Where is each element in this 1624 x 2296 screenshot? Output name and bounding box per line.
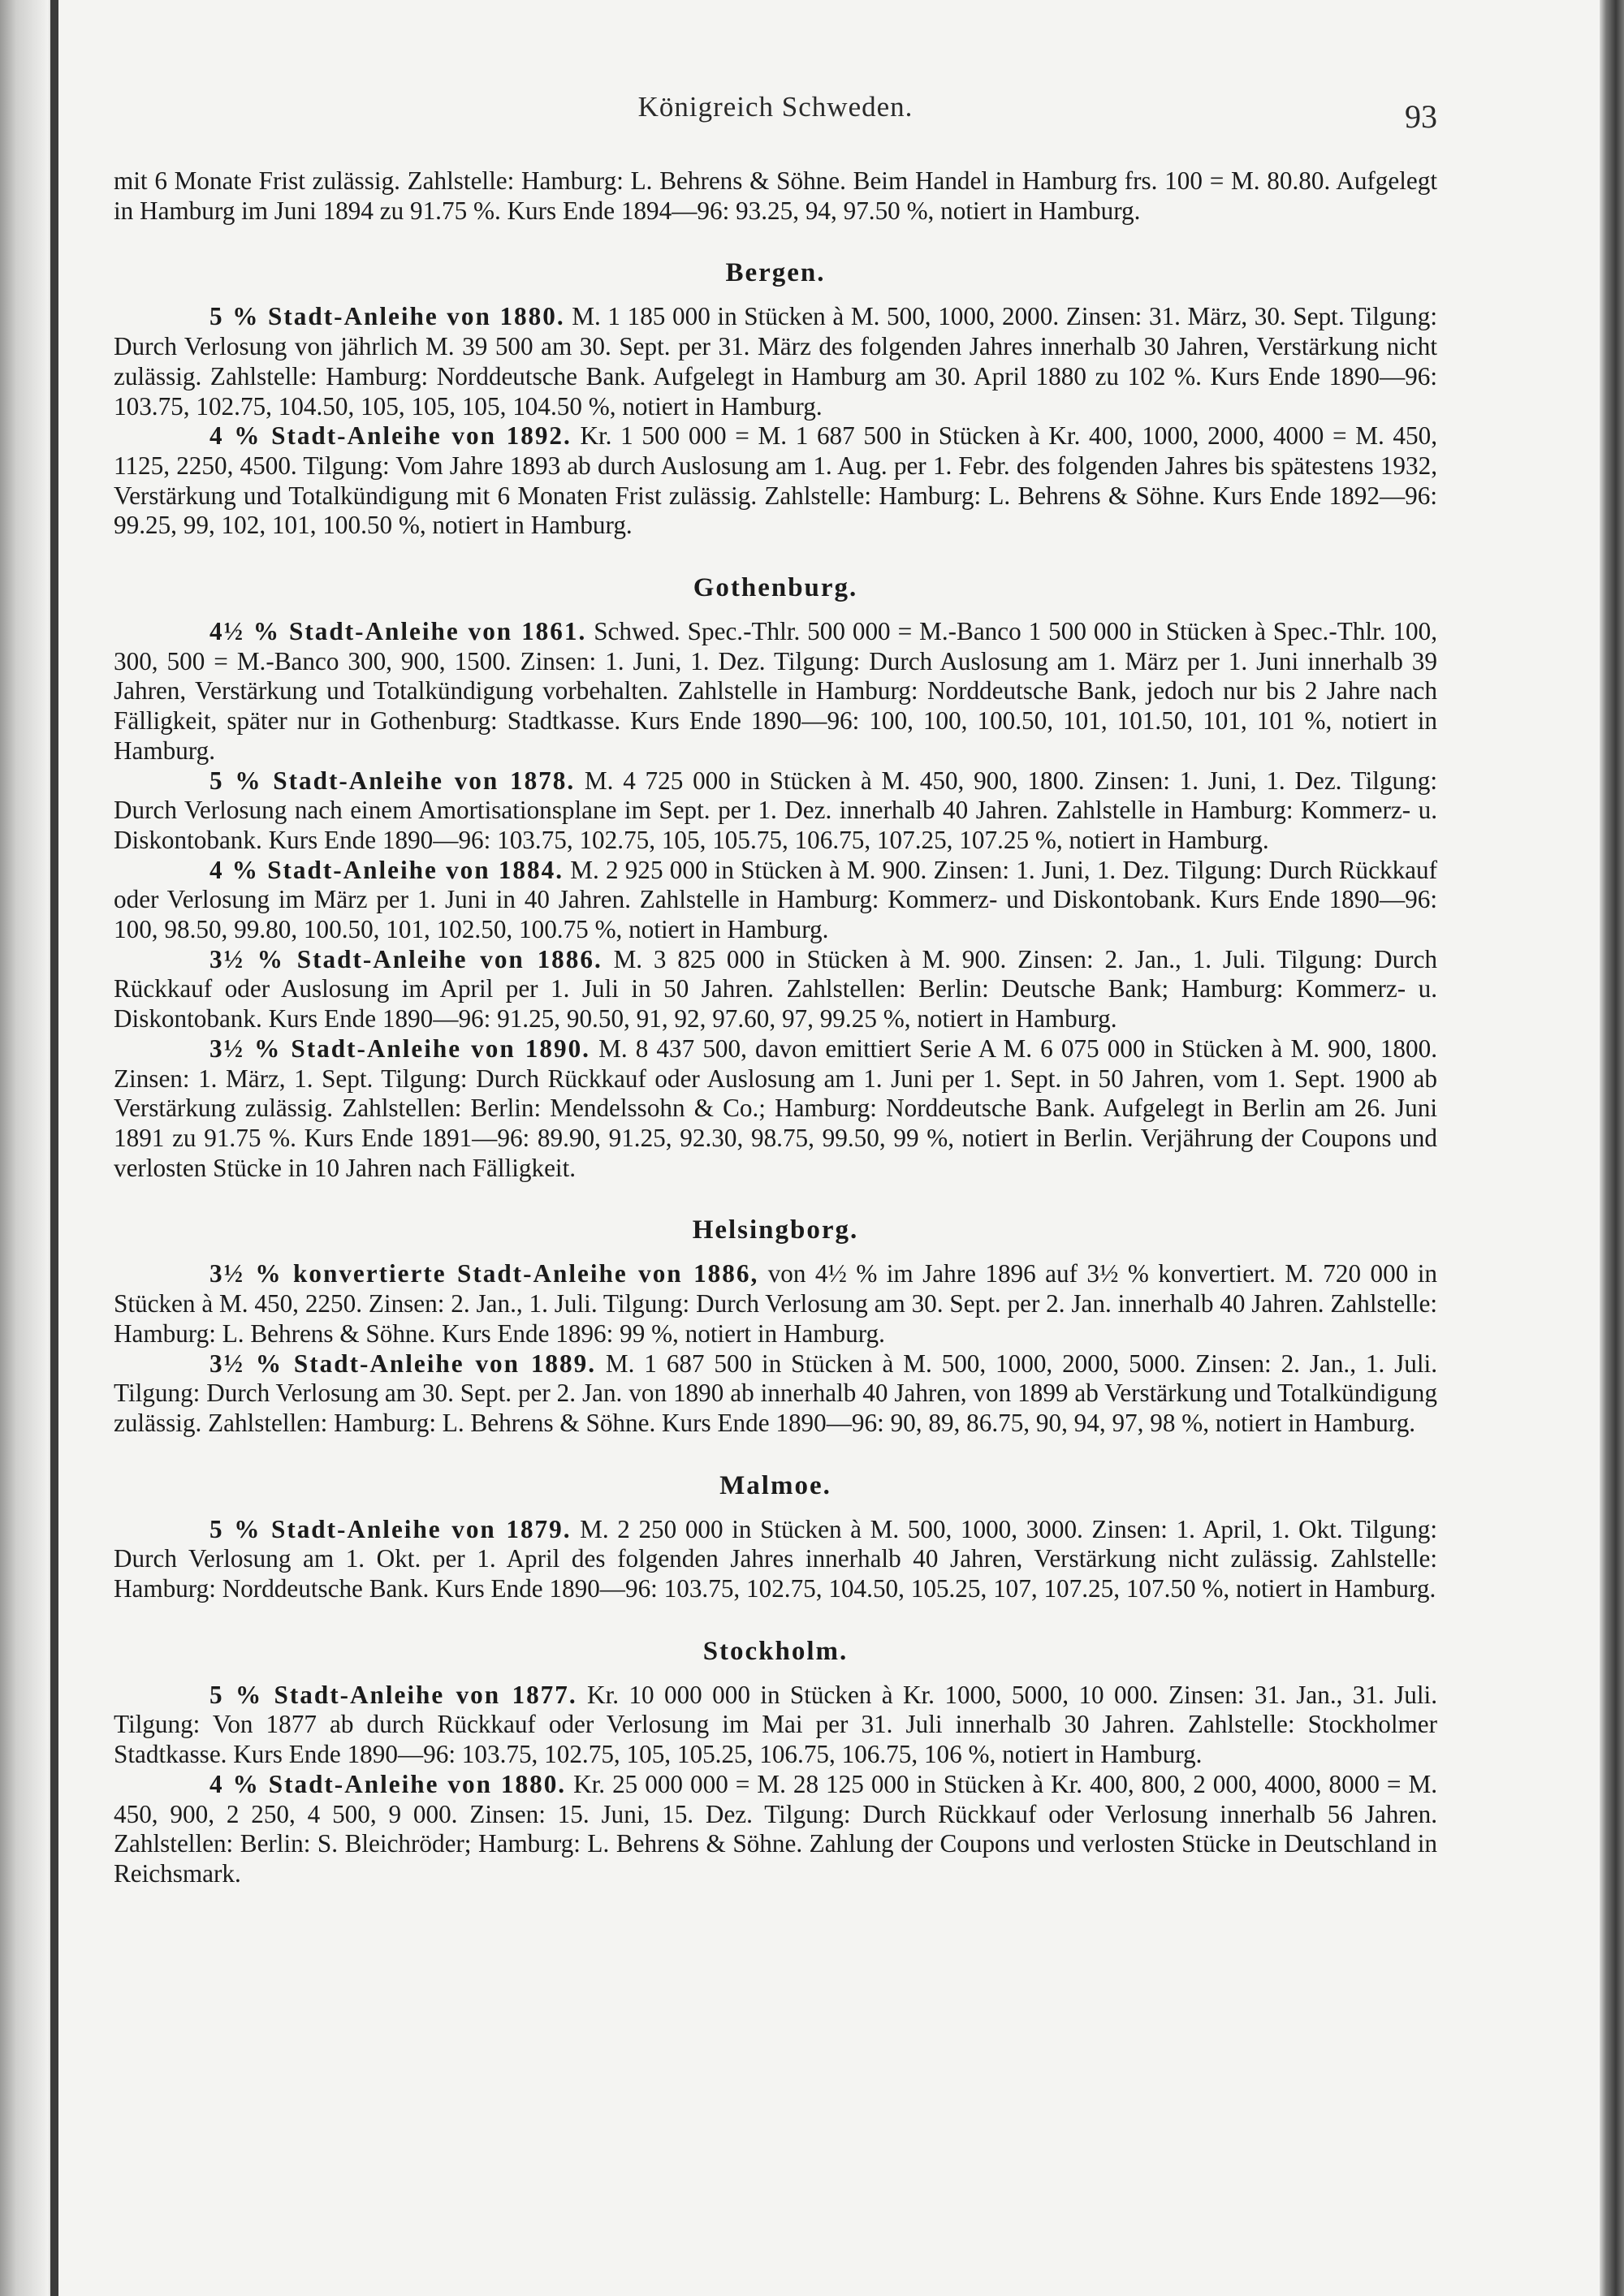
loan-entry	[114, 1259, 1437, 1349]
city-heading-helsingborg: Helsingborg.	[692, 1215, 859, 1245]
loan-title: 4 % Stadt-Anleihe von 1892.	[209, 421, 572, 451]
binding-gutter	[50, 0, 58, 2296]
loan-title: 5 % Stadt-Anleihe von 1880.	[209, 302, 565, 331]
city-heading-stockholm: Stockholm.	[702, 1636, 849, 1666]
loan-title: 3½ % Stadt-Anleihe von 1886.	[209, 944, 603, 973]
loan-entry	[114, 1034, 1437, 1184]
loan-text: M. 2 925 000 in Stücken à M. 900. Zinsen: 1. Juni, 1. Dez. Tilgung: Durch Rückkauf oder Verlosung im März per 1. Juni in 40 Jahren. Zahlstelle in Hamburg: Kommerz- und Diskontobank. Kurs Ende 1890—96: 100, 98.50, 99.80, 100.50, 101, 102.50, 100.75 %, notiert in Hamburg.	[114, 855, 1437, 944]
loan-entry	[114, 1770, 1437, 1889]
loan-title: 4½ % Stadt-Anleihe von 1861.	[209, 617, 587, 646]
loan-title: 5 % Stadt-Anleihe von 1878.	[209, 766, 576, 795]
loan-text: Kr. 10 000 000 in Stücken à Kr. 1000, 5000, 10 000. Zinsen: 31. Jan., 31. Juli. Tilgung: Von 1877 ab durch Rückkauf oder Verlosung im Mai per 31. Juli innerhalb 30 Jahren. Zahlstelle: Stockholmer Stadtkasse. Kurs Ende 1890—96: 103.75, 102.75, 105, 105.25, 106.75, 106.75, 106 %, notiert in Hamburg.	[114, 1680, 1438, 1769]
loan-entry	[114, 945, 1437, 1034]
loan-text: M. 1 687 500 in Stücken à M. 500, 1000, 2000, 5000. Zinsen: 2. Jan., 1. Juli. Tilgung: Durch Verlosung am 30. Sept. per 2. Jan. von 1890 ab innerhalb 40 Jahren, von 1899 ab Verstärkung und Totalkündigung zulässig. Zahlstellen: Hamburg: L. Behrens & Söhne. Kurs Ende 1890—96: 90, 89, 86.75, 90, 94, 97, 98 %, notiert in Hamburg.	[114, 1349, 1437, 1437]
loan-title: 4 % Stadt-Anleihe von 1884.	[209, 855, 564, 884]
page-number: 93	[1405, 98, 1437, 135]
page-body	[114, 166, 1437, 1889]
city-heading-bergen: Bergen.	[725, 258, 826, 288]
loan-text: M. 4 725 000 in Stücken à M. 450, 900, 1800. Zinsen: 1. Juni, 1. Dez. Tilgung: Durch Verlosung nach einem Amortisationsplane im Sept. per 1. Dez. innerhalb 40 Jahren. Zahlstelle in Hamburg: Kommerz- u. Diskontobank. Kurs Ende 1890—96: 103.75, 102.75, 105, 105.75, 106.75, 107.25, 107.25 %, notiert in Hamburg.	[114, 766, 1437, 854]
loan-text: M. 2 250 000 in Stücken à M. 500, 1000, 3000. Zinsen: 1. April, 1. Okt. Tilgung: Durch Verlosung am 1. Okt. per 1. April des folgenden Jahres innerhalb 40 Jahren, Verstärkung nicht zulässig. Zahlstelle: Hamburg: Norddeutsche Bank. Kurs Ende 1890—96: 103.75, 102.75, 104.50, 105.25, 107, 107.25, 107.50 %, notiert in Hamburg.	[114, 1514, 1437, 1603]
intro-paragraph: mit 6 Monate Frist zulässig. Zahlstelle: Hamburg: L. Behrens & Söhne. Beim Handel in Hamburg frs. 100 = M. 80.80. Aufgelegt in Hamburg im Juni 1894 zu 91.75 %. Kurs Ende 1894—96: 93.25, 94, 97.50 %, notiert in Hamburg.	[114, 166, 1437, 225]
loan-entry	[114, 1349, 1437, 1439]
loan-title: 3½ % Stadt-Anleihe von 1889.	[209, 1349, 597, 1378]
loan-entry	[114, 1515, 1437, 1604]
scan-right-edge	[1600, 0, 1624, 2296]
city-heading-gothenburg: Gothenburg.	[693, 573, 858, 603]
loan-text: M. 1 185 000 in Stücken à M. 500, 1000, 2000. Zinsen: 31. März, 30. Sept. Tilgung: Durch Verlosung von jährlich M. 39 500 am 30. Sept. per 31. März des folgenden Jahres innerhalb 30 Jahren, Verstärkung nicht zulässig. Zahlstelle: Hamburg: Norddeutsche Bank. Aufgelegt in Hamburg am 30. April 1880 zu 102 %. Kurs Ende 1890—96: 103.75, 102.75, 104.50, 105, 105, 105, 104.50 %, notiert in Hamburg.	[114, 302, 1438, 421]
loan-title: 5 % Stadt-Anleihe von 1879.	[209, 1514, 572, 1543]
loan-entry	[114, 1681, 1437, 1770]
loan-entry	[114, 302, 1437, 421]
loan-text: Kr. 1 500 000 = M. 1 687 500 in Stücken à Kr. 400, 1000, 2000, 4000 = M. 450, 1125, 2250, 4500. Tilgung: Vom Jahre 1893 ab durch Auslosung am 1. Aug. per 1. Febr. des folgenden Jahres bis spätestens 1932, Verstärkung und Totalkündigung mit 6 Monaten Frist zulässig. Zahlstelle: Hamburg: L. Behrens & Söhne. Kurs Ende 1892—96: 99.25, 99, 102, 101, 100.50 %, notiert in Hamburg.	[114, 421, 1438, 540]
loan-text: Schwed. Spec.-Thlr. 500 000 = M.-Banco 1 500 000 in Stücken à Spec.-Thlr. 100, 300, 500 = M.-Banco 300, 900, 1500. Zinsen: 1. Juni, 1. Dez. Tilgung: Durch Auslosung am 1. März per 1. Juni innerhalb 39 Jahren, Verstärkung und Totalkündigung vorbehalten. Zahlstelle in Hamburg: Norddeutsche Bank, jedoch nur bis 2 Jahre nach Fälligkeit, später nur in Gothenburg: Stadtkasse. Kurs Ende 1890—96: 100, 100, 100.50, 101, 101.50, 101, 101 %, notiert in Hamburg.	[114, 617, 1437, 765]
loan-title: 3½ % Stadt-Anleihe von 1890.	[209, 1034, 590, 1063]
loan-text: Kr. 25 000 000 = M. 28 125 000 in Stücken à Kr. 400, 800, 2 000, 4000, 8000 = M. 450, 900, 2 250, 4 500, 9 000. Zinsen: 15. Juni, 15. Dez. Tilgung: Durch Rückkauf oder Verlosung innerhalb 56 Jahren. Zahlstellen: Berlin: S. Bleichröder; Hamburg: L. Behrens & Söhne. Zahlung der Coupons und verlosten Stücke in Deutschland in Reichsmark.	[114, 1769, 1437, 1888]
loan-entry	[114, 766, 1437, 856]
loan-entry	[114, 617, 1437, 766]
scan-left-edge	[0, 0, 49, 2296]
loan-text: M. 3 825 000 in Stücken à M. 900. Zinsen: 2. Jan., 1. Juli. Tilgung: Durch Rückkauf oder Auslosung im April per 1. Juli in 50 Jahren. Zahlstellen: Berlin: Deutsche Bank; Hamburg: Kommerz- u. Diskontobank. Kurs Ende 1890—96: 91.25, 90.50, 91, 92, 97.60, 97, 99.25 %, notiert in Hamburg.	[114, 944, 1438, 1034]
loan-entry	[114, 856, 1437, 945]
city-heading-malmoe: Malmoe.	[719, 1470, 831, 1500]
loan-title: 5 % Stadt-Anleihe von 1877.	[209, 1680, 577, 1709]
loan-entry	[114, 421, 1437, 541]
loan-text: von 4½ % im Jahre 1896 auf 3½ % konvertiert. M. 720 000 in Stücken à M. 450, 2250. Zinsen: 2. Jan., 1. Juli. Tilgung: Durch Verlosung am 30. Sept. per 2. Jan. innerhalb 40 Jahren. Zahlstelle: Hamburg: L. Behrens & Söhne. Kurs Ende 1896: 99 %, notiert in Hamburg.	[114, 1259, 1437, 1348]
running-title: Königreich Schweden.	[637, 91, 914, 123]
loan-text: M. 8 437 500, davon emittiert Serie A M. 6 075 000 in Stücken à M. 900, 1800. Zinsen: 1. März, 1. Sept. Tilgung: Durch Rückkauf oder Auslosung am 1. Juni per 1. Sept. in 50 Jahren, vom 1. Sept. 1900 ab Verstärkung zulässig. Zahlstellen: Berlin: Mendelssohn & Co.; Hamburg: Norddeutsche Bank. Aufgelegt in Berlin am 26. Juni 1891 zu 91.75 %. Kurs Ende 1891—96: 89.90, 91.25, 92.30, 98.75, 99.50, 99 %, notiert in Berlin. Verjährung der Coupons und verlosten Stücke in 10 Jahren nach Fälligkeit.	[114, 1034, 1437, 1182]
loan-title: 3½ % konvertierte Stadt-Anleihe von 1886,	[209, 1259, 759, 1288]
loan-title: 4 % Stadt-Anleihe von 1880.	[209, 1769, 567, 1798]
running-head	[114, 91, 1437, 135]
